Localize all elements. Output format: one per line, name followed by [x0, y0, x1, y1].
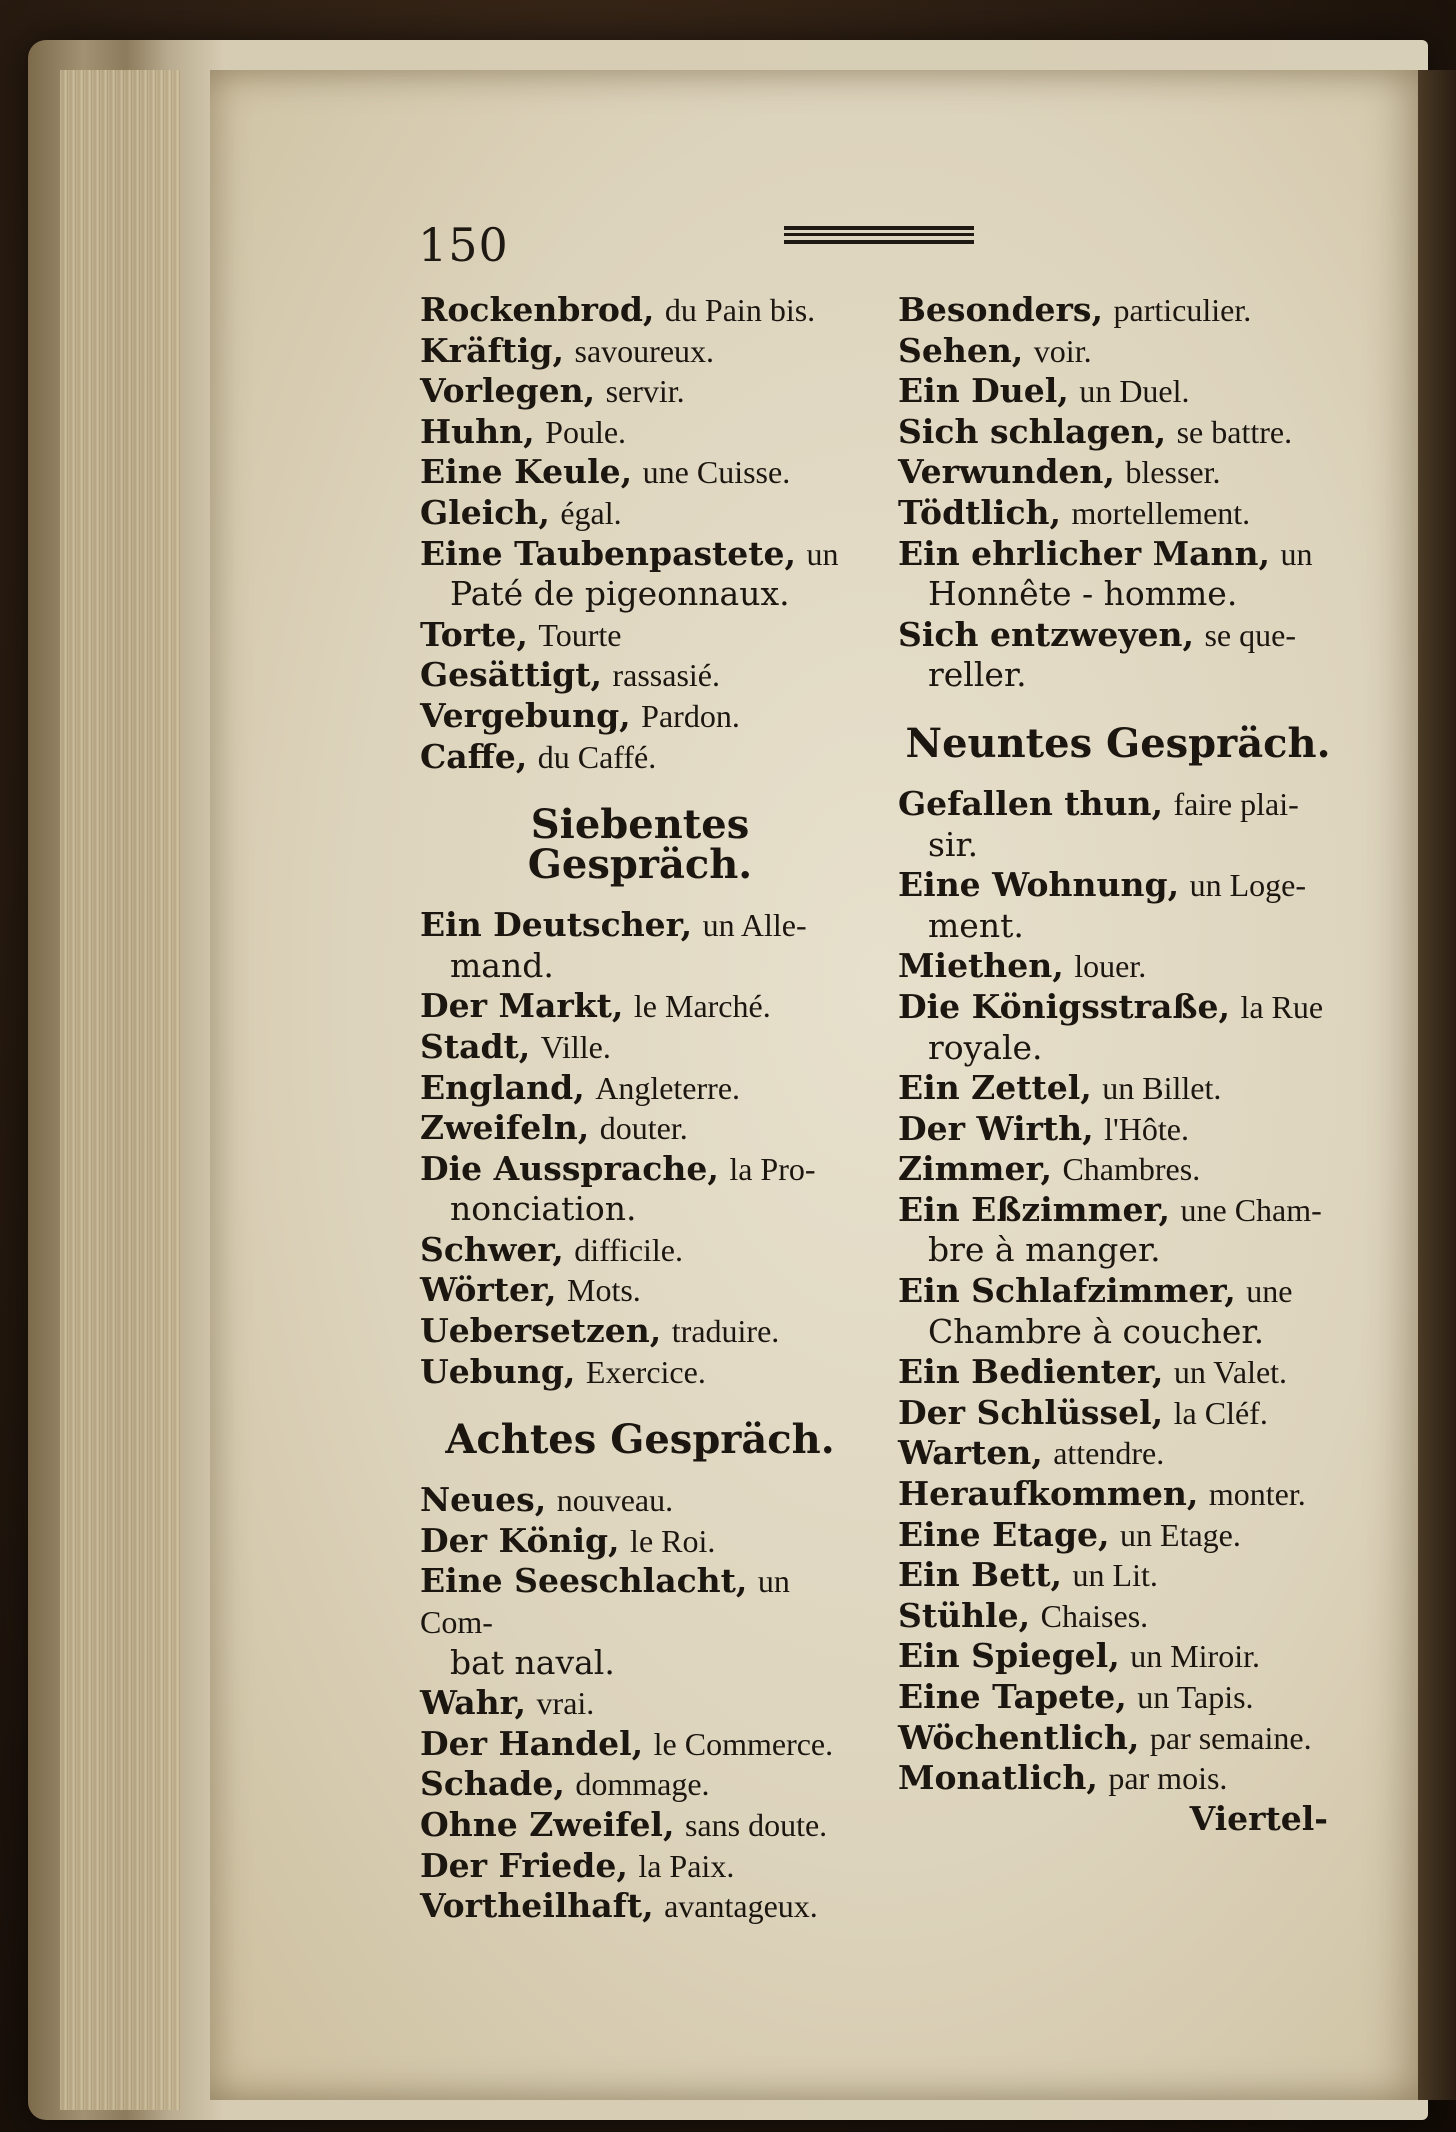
german-term: Eine Tapete, [898, 1677, 1127, 1716]
entry-continuation: sir. [928, 824, 979, 864]
entry-continuation: nonciation. [450, 1189, 637, 1229]
entry-continuation: mand. [450, 945, 554, 985]
entry-continuation: reller. [928, 655, 1027, 695]
french-translation: se que- [1204, 616, 1296, 653]
german-term: Sich entzweyen, [898, 614, 1194, 654]
german-term: Ohne Zweifel, [420, 1805, 675, 1844]
german-term: Uebersetzen, [420, 1311, 662, 1351]
vocabulary-entry [420, 1068, 860, 1109]
french-translation: mortellement. [1071, 494, 1251, 531]
vocabulary-entry [420, 615, 860, 656]
german-term: Ein ehrlicher Mann, [898, 533, 1270, 573]
vocabulary-entry [898, 371, 1338, 412]
vocabulary-entry [420, 1270, 860, 1311]
french-translation: douter. [599, 1110, 688, 1147]
catchword: Viertel- [1189, 1798, 1328, 1838]
german-term: Vortheilhaft, [420, 1886, 654, 1926]
german-term: Schade, [420, 1764, 565, 1804]
vocabulary-entry [898, 412, 1338, 453]
german-term: Miethen, [898, 946, 1064, 986]
vocabulary-entry [420, 534, 860, 575]
french-translation: égal. [560, 494, 622, 531]
german-term: Eine Etage, [898, 1514, 1110, 1554]
vocabulary-entry [420, 452, 860, 493]
vocabulary-entry [420, 1027, 860, 1068]
french-translation: faire plai- [1173, 785, 1299, 822]
german-term: Ein Bett, [898, 1555, 1063, 1595]
german-term: Besonders, [898, 290, 1103, 329]
german-term: Eine Seeschlacht, [420, 1561, 748, 1601]
german-term: Neues, [420, 1480, 547, 1520]
french-translation: attendre. [1053, 1435, 1165, 1472]
vocabulary-entry [898, 1677, 1338, 1718]
german-term: Ein Duel, [898, 371, 1069, 411]
vocabulary-entry [420, 1886, 860, 1927]
vocabulary-entry [898, 1190, 1338, 1231]
german-term: Eine Taubenpastete, [420, 533, 797, 573]
french-translation: Angleterre. [595, 1069, 741, 1106]
french-translation: Chambres. [1062, 1151, 1201, 1188]
german-term: Gefallen thun, [898, 783, 1164, 823]
vocabulary-entry [420, 905, 860, 946]
vocabulary-entry [420, 696, 860, 737]
french-translation: avantageux. [664, 1888, 818, 1925]
german-term: Wöchentlich, [898, 1717, 1140, 1757]
french-translation: une Cham- [1180, 1191, 1322, 1228]
header-ornament-rule [784, 226, 974, 244]
vocabulary-entry [420, 493, 860, 534]
french-translation: Pardon. [641, 697, 740, 734]
french-translation: Exercice. [585, 1353, 706, 1390]
french-translation: voir. [1033, 332, 1092, 369]
german-term: Vorlegen, [420, 371, 596, 411]
german-term: Huhn, [420, 411, 535, 451]
vocabulary-entry [898, 1555, 1338, 1596]
vocabulary-entry [420, 986, 860, 1027]
right-column [898, 290, 1338, 1839]
vocabulary-entry [420, 1108, 860, 1149]
french-translation: un Duel. [1079, 373, 1190, 410]
german-term: Stadt, [420, 1026, 531, 1066]
vocabulary-entry [420, 655, 860, 696]
section-heading: Achtes Gespräch. [445, 1416, 835, 1464]
french-translation: un Alle- [702, 907, 807, 944]
german-term: Wahr, [420, 1683, 527, 1723]
french-translation: le Commerce. [653, 1725, 834, 1762]
section-heading: Siebentes Gespräch. [527, 801, 753, 889]
page-number: 150 [418, 218, 509, 272]
vocabulary-entry [898, 1393, 1338, 1434]
french-translation: par mois. [1108, 1760, 1228, 1797]
german-term: Gesättigt, [420, 655, 602, 695]
german-term: Verwunden, [898, 452, 1115, 492]
vocabulary-entry [898, 987, 1338, 1028]
german-term: Ein Eßzimmer, [898, 1189, 1170, 1229]
german-term: Schwer, [420, 1229, 564, 1269]
german-term: Ein Zettel, [898, 1068, 1092, 1108]
vocabulary-entry [420, 1764, 860, 1805]
vocabulary-entry [420, 1521, 860, 1562]
french-translation: la Paix. [638, 1847, 735, 1884]
french-translation: vrai. [536, 1685, 595, 1722]
french-translation: nouveau. [556, 1482, 674, 1519]
french-translation: traduire. [671, 1313, 780, 1350]
german-term: Sich schlagen, [898, 411, 1167, 451]
german-term: Der Wirth, [898, 1108, 1094, 1148]
entry-continuation: bre à manger. [928, 1230, 1161, 1270]
french-translation: un Billet. [1102, 1070, 1222, 1107]
french-translation: un Loge- [1189, 867, 1306, 904]
german-term: Der Friede, [420, 1845, 628, 1885]
french-translation: un Lit. [1072, 1557, 1158, 1594]
vocabulary-entry [898, 1758, 1338, 1799]
french-translation: Mots. [566, 1272, 641, 1309]
vocabulary-entry [898, 534, 1338, 575]
french-translation: dommage. [575, 1766, 710, 1803]
french-translation: par semaine. [1149, 1719, 1312, 1756]
entry-continuation: Chambre à coucher. [928, 1311, 1265, 1351]
vocabulary-entry [420, 371, 860, 412]
french-translation: la Rue [1240, 988, 1324, 1025]
german-term: Ein Deutscher, [420, 905, 693, 945]
entry-continuation: Paté de pigeonnaux. [450, 574, 790, 614]
german-term: Tödtlich, [898, 492, 1062, 532]
vocabulary-entry [898, 946, 1338, 987]
french-translation: monter. [1208, 1476, 1306, 1513]
german-term: Heraufkommen, [898, 1474, 1199, 1514]
german-term: Torte, [420, 614, 528, 654]
german-term: Der Schlüssel, [898, 1392, 1164, 1432]
entry-continuation: royale. [928, 1027, 1043, 1067]
german-term: Eine Wohnung, [898, 865, 1180, 905]
french-translation: un [806, 535, 839, 572]
vocabulary-entry [420, 1149, 860, 1190]
german-term: Kräftig, [420, 330, 564, 370]
french-translation: particulier. [1113, 292, 1252, 328]
french-translation: blesser. [1125, 454, 1221, 491]
vocabulary-entry [420, 1724, 860, 1765]
french-translation: Ville. [540, 1028, 611, 1065]
vocabulary-entry [420, 737, 860, 778]
german-term: Der Handel, [420, 1723, 644, 1763]
vocabulary-entry [898, 1515, 1338, 1556]
french-translation: la Pro- [729, 1150, 816, 1187]
german-term: Gleich, [420, 492, 550, 532]
french-translation: difficile. [574, 1231, 683, 1268]
french-translation: rassasié. [612, 657, 720, 694]
vocabulary-entry [898, 331, 1338, 372]
vocabulary-entry [420, 412, 860, 453]
german-term: Ein Schlafzimmer, [898, 1271, 1236, 1311]
german-term: Zimmer, [898, 1149, 1052, 1189]
vocabulary-entry [898, 1271, 1338, 1312]
german-term: Stühle, [898, 1595, 1031, 1635]
vocabulary-entry [898, 865, 1338, 906]
french-translation: l'Hôte. [1104, 1110, 1189, 1147]
vocabulary-entry [420, 1683, 860, 1724]
french-translation: un [1280, 535, 1313, 572]
german-term: Uebung, [420, 1351, 576, 1391]
german-term: Wörter, [420, 1270, 557, 1310]
vocabulary-entry [898, 493, 1338, 534]
vocabulary-entry [420, 1480, 860, 1521]
vocabulary-entry [898, 1718, 1338, 1759]
left-column [420, 290, 860, 1927]
vocabulary-entry [898, 1474, 1338, 1515]
french-translation: une [1246, 1273, 1293, 1310]
page-edges [60, 70, 180, 2110]
vocabulary-entry [898, 1596, 1338, 1637]
vocabulary-entry [420, 1805, 860, 1846]
vocabulary-entry [420, 290, 860, 331]
vocabulary-entry [420, 1561, 860, 1642]
french-translation: le Roi. [630, 1522, 716, 1559]
vocabulary-entry [898, 784, 1338, 825]
german-term: Die Aussprache, [420, 1148, 719, 1188]
entry-continuation: Honnête - homme. [928, 574, 1238, 614]
vocabulary-entry [420, 1230, 860, 1271]
french-translation: sans doute. [684, 1807, 828, 1843]
vocabulary-entry [898, 1068, 1338, 1109]
french-translation: une Cuisse. [642, 454, 791, 491]
german-term: Vergebung, [420, 695, 631, 735]
vocabulary-entry [898, 452, 1338, 493]
french-translation: un Valet. [1173, 1354, 1288, 1391]
vocabulary-entry [898, 290, 1338, 331]
french-translation: du Caffé. [537, 738, 657, 775]
section-heading: Neuntes Gespräch. [905, 719, 1331, 767]
vocabulary-entry [420, 1846, 860, 1887]
german-term: Rockenbrod, [420, 290, 655, 329]
german-term: Sehen, [898, 330, 1024, 370]
french-translation: savoureux. [574, 332, 715, 369]
german-term: Zweifeln, [420, 1108, 590, 1148]
french-translation: Poule. [545, 413, 627, 450]
french-translation: un Etage. [1120, 1516, 1241, 1553]
vocabulary-entry [898, 1433, 1338, 1474]
binding-gutter [1418, 70, 1456, 2100]
german-term: Der König, [420, 1520, 620, 1560]
german-term: Ein Bedienter, [898, 1352, 1164, 1392]
vocabulary-entry [420, 331, 860, 372]
german-term: Monatlich, [898, 1758, 1098, 1798]
entry-continuation: bat naval. [450, 1642, 615, 1682]
french-translation: un Com- [420, 1563, 790, 1641]
vocabulary-entry [898, 1352, 1338, 1393]
french-translation: Tourte [538, 616, 622, 653]
vocabulary-entry [898, 1149, 1338, 1190]
vocabulary-entry [898, 1109, 1338, 1150]
entry-continuation: ment. [928, 905, 1024, 945]
vocabulary-entry [898, 1636, 1338, 1677]
german-term: England, [420, 1067, 585, 1107]
german-term: Ein Spiegel, [898, 1636, 1120, 1676]
french-translation: un Miroir. [1130, 1638, 1260, 1675]
german-term: Der Markt, [420, 986, 624, 1026]
french-translation: du Pain bis. [664, 292, 816, 328]
german-term: Caffe, [420, 736, 528, 776]
vocabulary-entry [420, 1352, 860, 1393]
french-translation: le Marché. [633, 988, 771, 1025]
german-term: Warten, [898, 1433, 1043, 1473]
vocabulary-entry [898, 615, 1338, 656]
french-translation: servir. [605, 373, 685, 410]
german-term: Die Königsstraße, [898, 986, 1230, 1026]
german-term: Eine Keule, [420, 452, 633, 492]
french-translation: Chaises. [1040, 1597, 1149, 1634]
french-translation: la Cléf. [1173, 1394, 1268, 1431]
french-translation: louer. [1074, 948, 1147, 985]
french-translation: se battre. [1176, 413, 1293, 450]
vocabulary-entry [420, 1311, 860, 1352]
french-translation: un Tapis. [1137, 1679, 1254, 1715]
